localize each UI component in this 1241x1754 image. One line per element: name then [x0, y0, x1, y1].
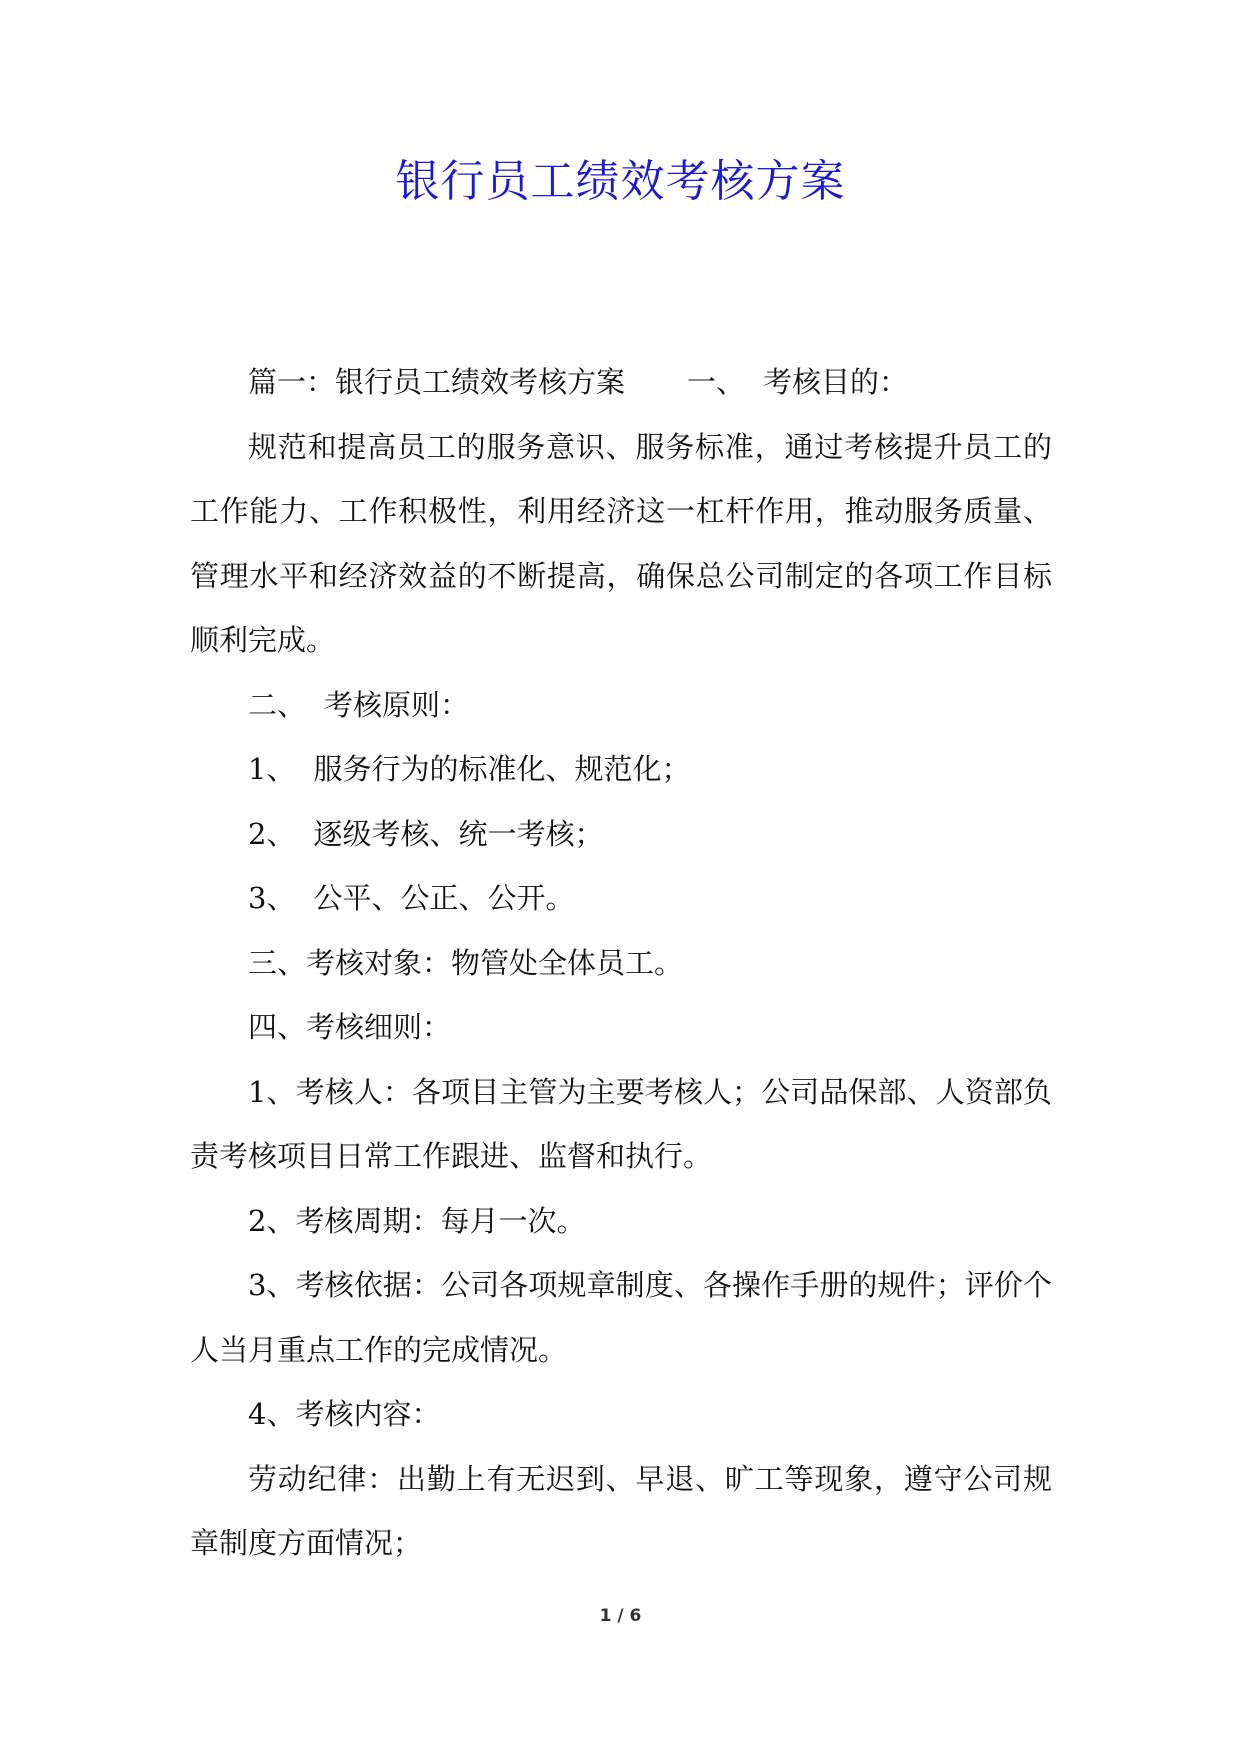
principle-item-1 — [190, 737, 1052, 802]
rule-1-paragraph: 1、考核人：各项目主管为主要考核人；公司品保部、人资部负责考核项目日常工作跟进、监督和执行。 — [190, 1074, 1052, 1173]
principle-1-number: 1、 — [248, 752, 296, 786]
document-title: 银行员工绩效考核方案 — [395, 156, 846, 207]
rule-3-paragraph: 3、考核依据：公司各项规章制度、各操作手册的规件；评价个人当月重点工作的完成情况。 — [190, 1268, 1052, 1367]
purpose-paragraph: 规范和提高员工的服务意识、服务标准，通过考核提升员工的工作能力、工作积极性，利用经济这一杠杆作用，推动服务质量、管理水平和经济效益的不断提高，确保总公司制定的各项工作目标顺利完成。 — [190, 429, 1052, 657]
section-one-number: 一、 — [687, 365, 746, 399]
labor-discipline-paragraph: 劳动纪律：出勤上有无迟到、早退、旷工等现象，遵守公司规章制度方面情况； — [190, 1461, 1052, 1560]
document-body — [190, 350, 1052, 1576]
intro-part-title: 篇一：银行员工绩效考核方案 — [248, 365, 626, 399]
principle-2-number: 2、 — [248, 816, 296, 851]
principle-3-text: 公平、公正、公开。 — [313, 881, 575, 915]
principle-2-text: 逐级考核、统一考核； — [313, 816, 604, 851]
principles-heading-text: 考核原则： — [324, 687, 470, 722]
principle-3-number: 3、 — [248, 881, 296, 915]
section-one-heading: 考核目的： — [763, 365, 909, 399]
intro-line — [190, 350, 1052, 415]
rule-2-paragraph: 2、考核周期：每月一次。 — [248, 1203, 586, 1238]
rule-4-paragraph: 4、考核内容： — [248, 1397, 441, 1431]
rules-heading: 四、考核细则： — [248, 1010, 452, 1044]
targets-paragraph: 三、考核对象：物管处全体员工。 — [248, 945, 684, 980]
principle-1-text: 服务行为的标准化、规范化； — [313, 752, 691, 786]
page-number: 1 / 6 — [599, 1606, 642, 1626]
principles-heading — [190, 673, 1052, 738]
principles-heading-number: 二、 — [248, 687, 307, 722]
principle-item-3 — [190, 866, 1052, 931]
principle-item-2 — [190, 802, 1052, 867]
